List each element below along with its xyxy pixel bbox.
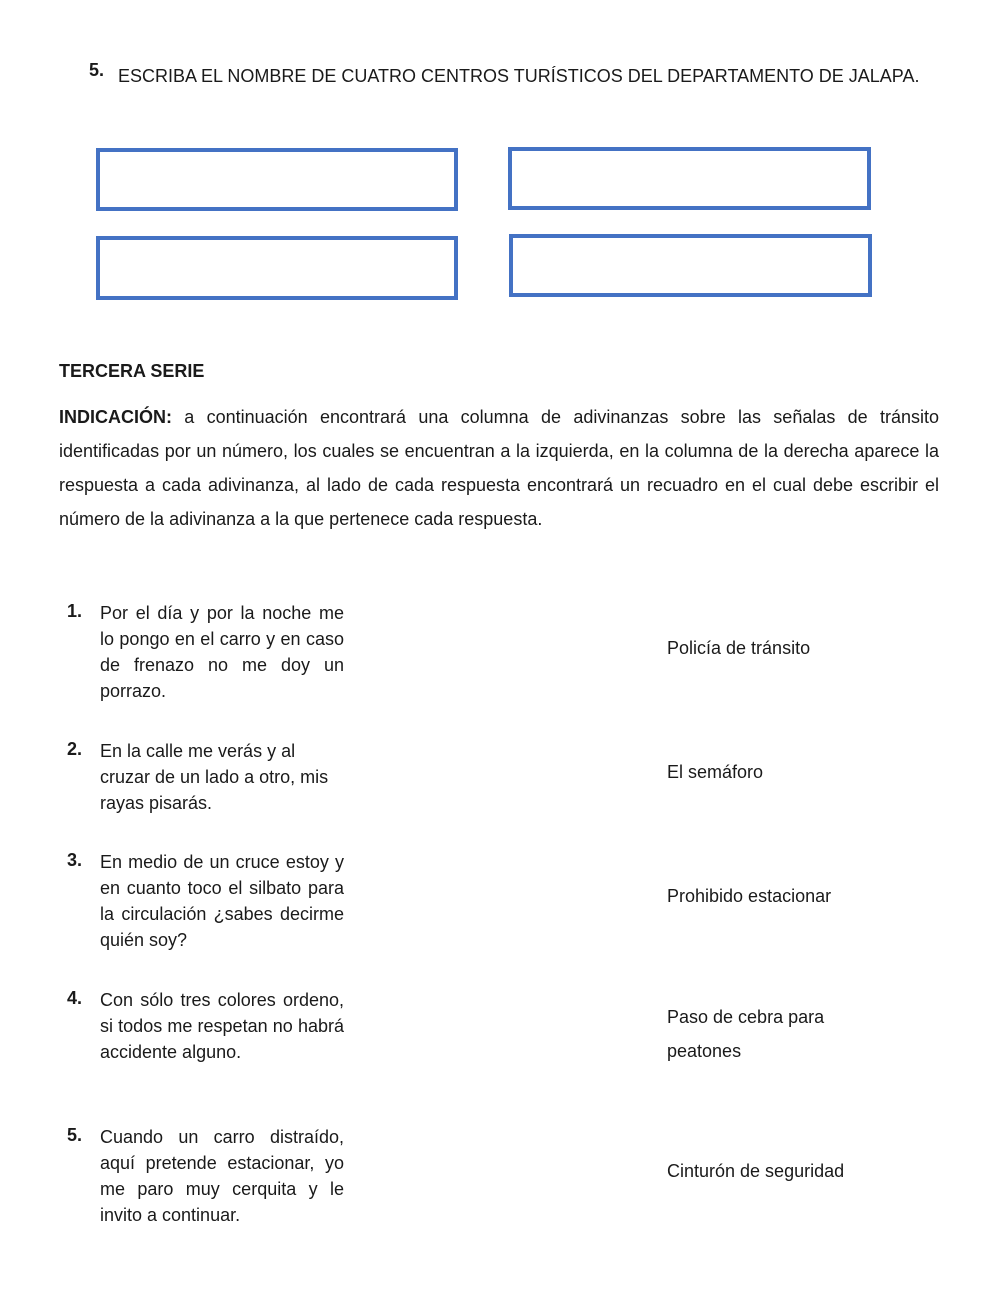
instructions-label: INDICACIÓN: — [59, 407, 172, 427]
answer-option: El semáforo — [667, 762, 764, 782]
answer-option: Cinturón de seguridad — [667, 1161, 845, 1181]
riddle-number: 3. — [67, 850, 83, 870]
answer-option: Paso de cebra para peatones — [667, 1007, 825, 1061]
tourist-center-answer-box-4[interactable] — [509, 234, 872, 297]
tourist-center-answer-box-1[interactable] — [96, 148, 458, 211]
answer-option: Prohibido estacionar — [667, 886, 832, 906]
tourist-center-answer-box-2[interactable] — [508, 147, 871, 210]
riddle-number: 4. — [67, 988, 83, 1008]
riddle-number: 2. — [67, 739, 83, 759]
instructions-paragraph — [59, 400, 939, 536]
riddle-number: 1. — [67, 601, 83, 621]
riddle-text: Por el día y por la noche me lo pongo en el carro y en caso de frenazo no me doy un porrazo. — [100, 603, 344, 701]
riddle-text: Con sólo tres colores ordeno, si todos me respetan no habrá accidente alguno. — [100, 990, 344, 1062]
riddle-number: 5. — [67, 1125, 83, 1145]
tourist-center-answer-box-3[interactable] — [96, 236, 458, 300]
question-5-number: 5. — [89, 60, 105, 80]
answer-option: Policía de tránsito — [667, 638, 811, 658]
instructions-text: a continuación encontrará una columna de adivinanzas sobre las señalas de tránsito identificadas por un número, los cuales se encuentran a la izquierda, en la columna de la derecha aparece la respuesta a cada adivinanza, al lado de cada respuesta encontrará un recuadro en el cual debe escribir el número de la adivinanza a la que pertenece cada respuesta. — [59, 407, 939, 529]
section-title: TERCERA SERIE — [59, 361, 205, 381]
riddle-text: En la calle me verás y al cruzar de un lado a otro, mis rayas pisarás. — [100, 741, 329, 813]
riddle-text: En medio de un cruce estoy y en cuanto toco el silbato para la circulación ¿sabes decirme quién soy? — [100, 852, 344, 950]
question-5-text: ESCRIBA EL NOMBRE DE CUATRO CENTROS TURÍSTICOS DEL DEPARTAMENTO DE JALAPA. — [118, 66, 920, 86]
riddle-text: Cuando un carro distraído, aquí pretende estacionar, yo me paro muy cerquita y le invito a continuar. — [100, 1127, 344, 1225]
